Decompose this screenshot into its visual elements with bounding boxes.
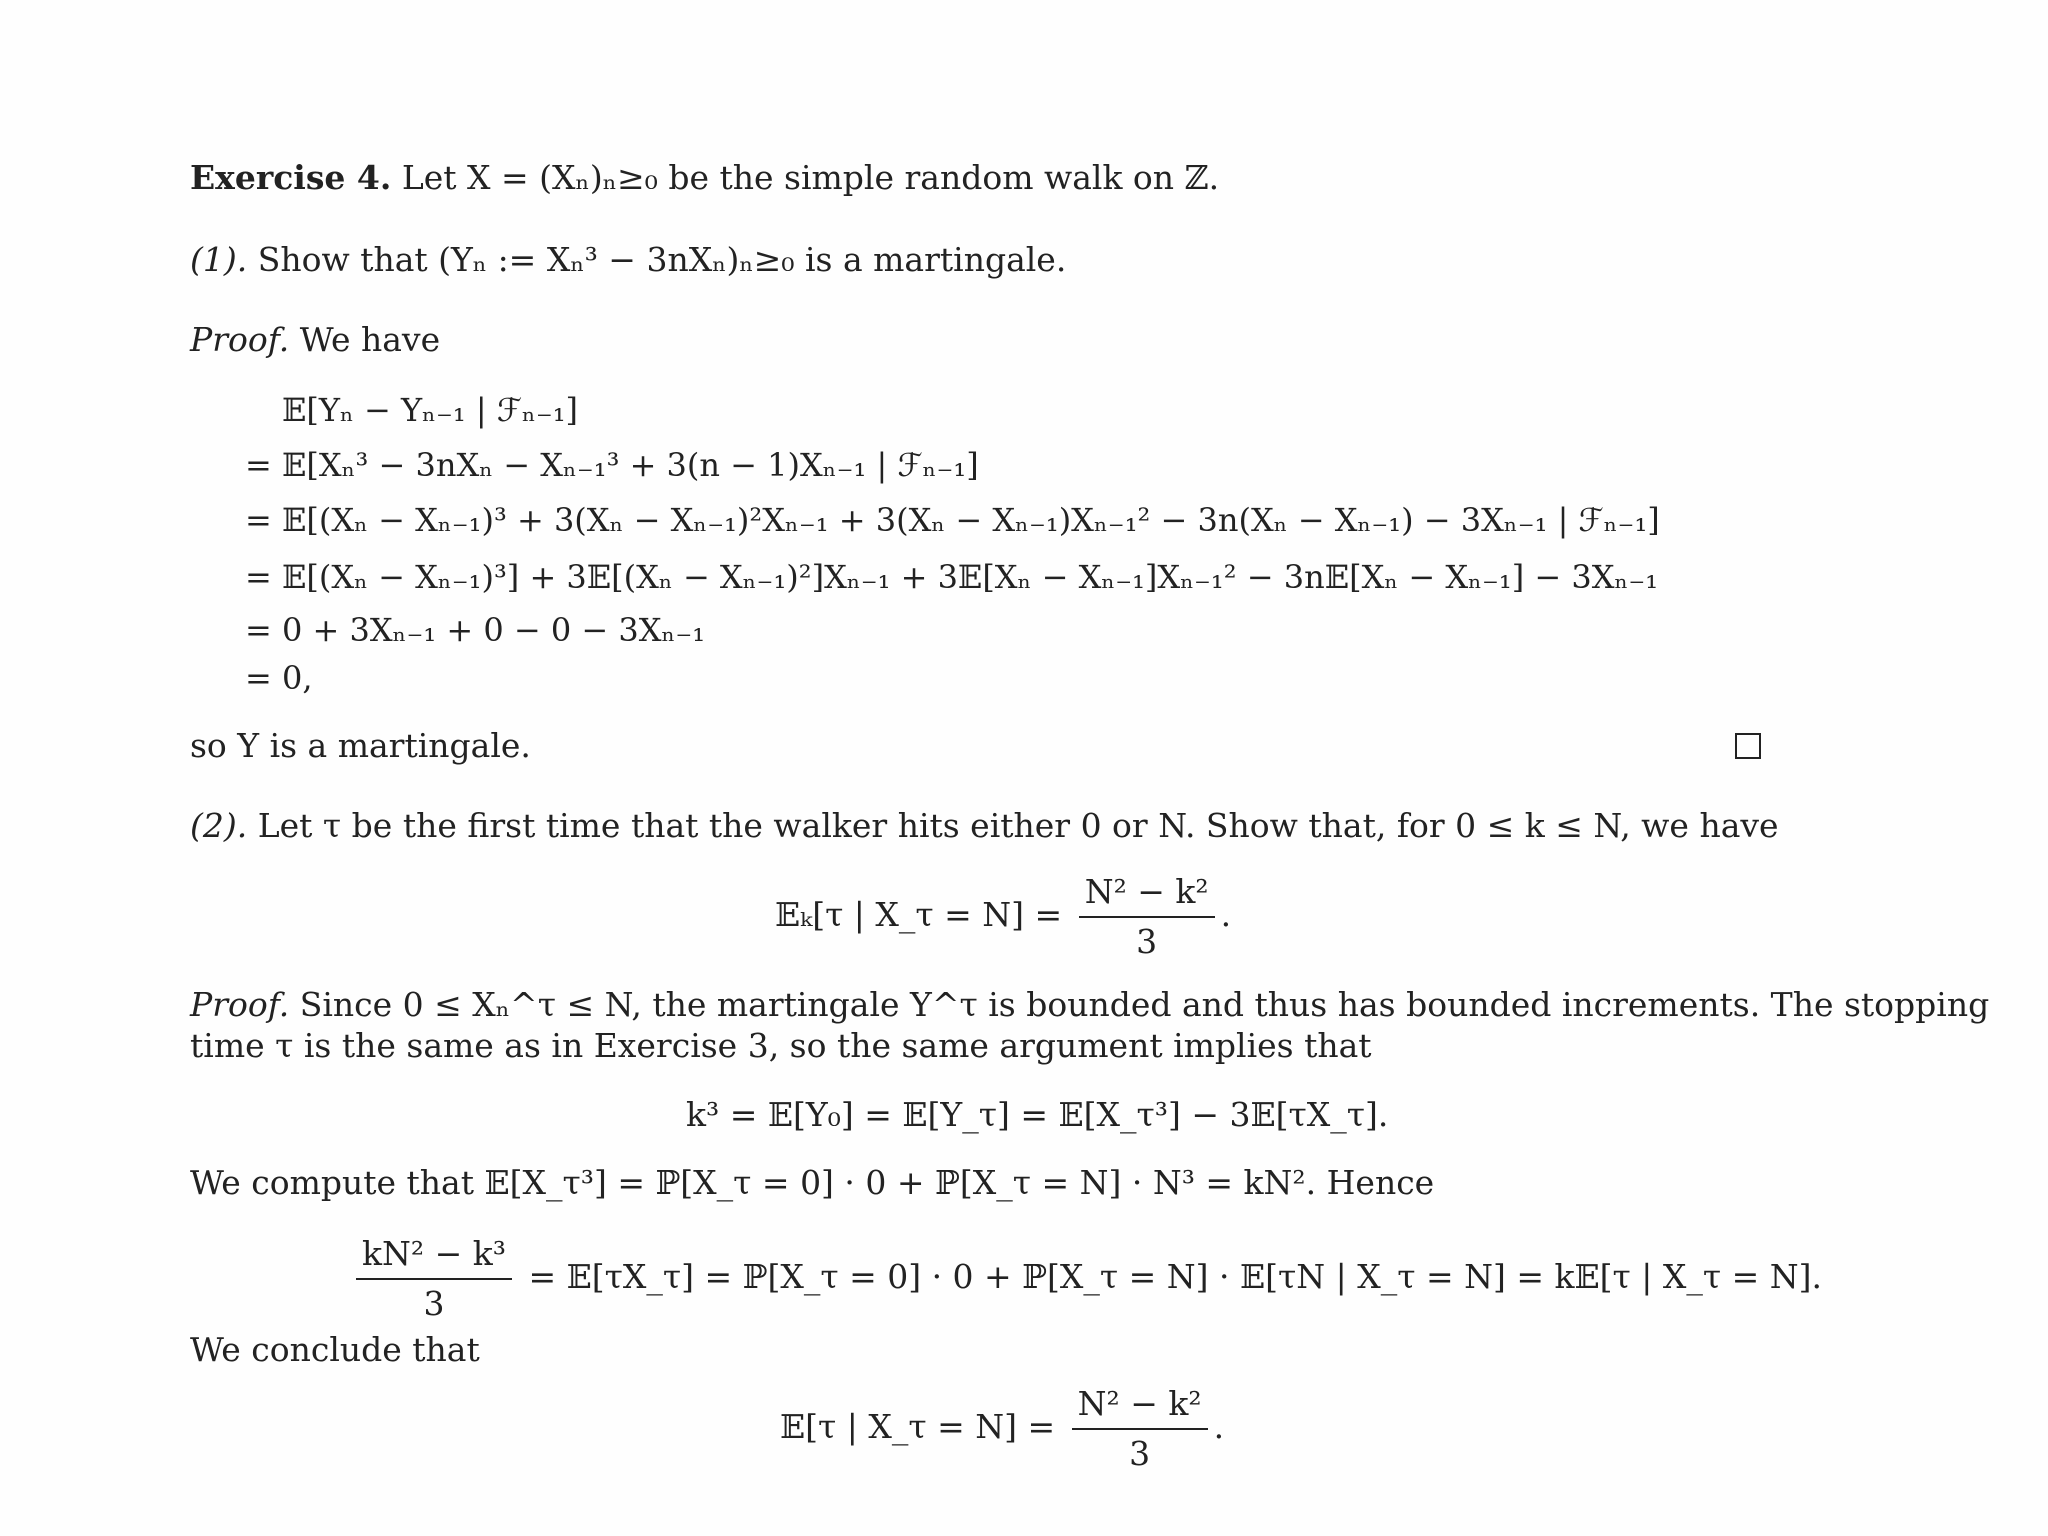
equation-line: = 0, bbox=[245, 659, 313, 697]
part2-text: Let τ be the first time that the walker hits either 0 or N. Show that, for 0 ≤ k ≤ N, we have bbox=[257, 806, 1779, 845]
final-fraction bbox=[1072, 1382, 1208, 1476]
part1-text: Show that (Yₙ := Xₙ³ − 3nXₙ)ₙ≥₀ is a martingale. bbox=[257, 240, 1067, 279]
equation-line: = 0 + 3Xₙ₋₁ + 0 − 0 − 3Xₙ₋₁ bbox=[245, 611, 706, 649]
compute-line: We compute that 𝔼[X_τ³] = ℙ[X_τ = 0] · 0 + ℙ[X_τ = N] · N³ = kN². Hence bbox=[190, 1163, 1435, 1202]
fraction-numerator: N² − k² bbox=[1077, 1384, 1202, 1423]
display-lhs: 𝔼ₖ[τ | X_τ = N] = bbox=[775, 895, 1063, 934]
proof-intro-text: We have bbox=[299, 320, 441, 359]
exercise-text: Let X = (Xₙ)ₙ≥₀ be the simple random walk on ℤ. bbox=[401, 158, 1220, 197]
part2-label: (2). bbox=[190, 806, 248, 845]
fraction-bar bbox=[1072, 1428, 1208, 1430]
fraction-denominator: 3 bbox=[423, 1284, 445, 1323]
fraction-denominator: 3 bbox=[1136, 922, 1158, 961]
exercise-heading: Exercise 4. bbox=[190, 158, 392, 197]
equation-line: = 𝔼[(Xₙ − Xₙ₋₁)³] + 3𝔼[(Xₙ − Xₙ₋₁)²]Xₙ₋₁ + 3𝔼[Xₙ − Xₙ₋₁]Xₙ₋₁² − 3n𝔼[Xₙ − Xₙ₋₁] − 3Xₙ₋₁ bbox=[245, 558, 1659, 596]
part1-label: (1). bbox=[190, 240, 248, 279]
proof-label: Proof. bbox=[190, 320, 290, 359]
equation-line: = 𝔼[Xₙ³ − 3nXₙ − Xₙ₋₁³ + 3(n − 1)Xₙ₋₁ | ℱₙ₋₁] bbox=[245, 446, 979, 484]
fraction-bar bbox=[356, 1278, 512, 1280]
part2-statement bbox=[190, 806, 1779, 846]
equation-stopping: k³ = 𝔼[Y₀] = 𝔼[Y_τ] = 𝔼[X_τ³] − 3𝔼[τX_τ]. bbox=[686, 1095, 1389, 1134]
final-equation bbox=[780, 1382, 1224, 1476]
fraction-numerator: kN² − k³ bbox=[362, 1234, 506, 1273]
exercise-statement bbox=[190, 158, 1219, 198]
hence-fraction bbox=[356, 1232, 512, 1326]
equation-line: = 𝔼[(Xₙ − Xₙ₋₁)³ + 3(Xₙ − Xₙ₋₁)²Xₙ₋₁ + 3(Xₙ − Xₙ₋₁)Xₙ₋₁² − 3n(Xₙ − Xₙ₋₁) − 3Xₙ₋₁ | ℱₙ₋₁] bbox=[245, 501, 1660, 539]
fraction-numerator: N² − k² bbox=[1084, 872, 1209, 911]
display-fraction bbox=[1079, 870, 1215, 964]
proof-text: Since 0 ≤ Xₙ^τ ≤ N, the martingale Y^τ is bounded and thus has bounded increments. The stopping bbox=[299, 985, 1990, 1024]
conclude-text: We conclude that bbox=[190, 1330, 480, 1369]
fraction-bar bbox=[1079, 916, 1215, 918]
part2-proof-line2: time τ is the same as in Exercise 3, so the same argument implies that bbox=[190, 1026, 1372, 1065]
part2-proof-line1 bbox=[190, 985, 1989, 1025]
equation-line: 𝔼[Yₙ − Yₙ₋₁ | ℱₙ₋₁] bbox=[282, 391, 579, 429]
hence-rhs: = 𝔼[τX_τ] = ℙ[X_τ = 0] · 0 + ℙ[X_τ = N] · 𝔼[τN | X_τ = N] = k𝔼[τ | X_τ = N]. bbox=[528, 1257, 1822, 1296]
part2-display-equation bbox=[775, 870, 1231, 964]
final-period: . bbox=[1213, 1407, 1225, 1446]
equation-hence bbox=[350, 1232, 1822, 1326]
final-lhs: 𝔼[τ | X_τ = N] = bbox=[780, 1407, 1056, 1446]
part1-statement bbox=[190, 240, 1066, 280]
part1-proof-intro bbox=[190, 320, 440, 360]
qed-symbol bbox=[1735, 733, 1761, 759]
fraction-denominator: 3 bbox=[1129, 1434, 1151, 1473]
part1-conclusion: so Y is a martingale. bbox=[190, 726, 531, 765]
proof-label: Proof. bbox=[190, 985, 290, 1024]
display-period: . bbox=[1220, 895, 1232, 934]
